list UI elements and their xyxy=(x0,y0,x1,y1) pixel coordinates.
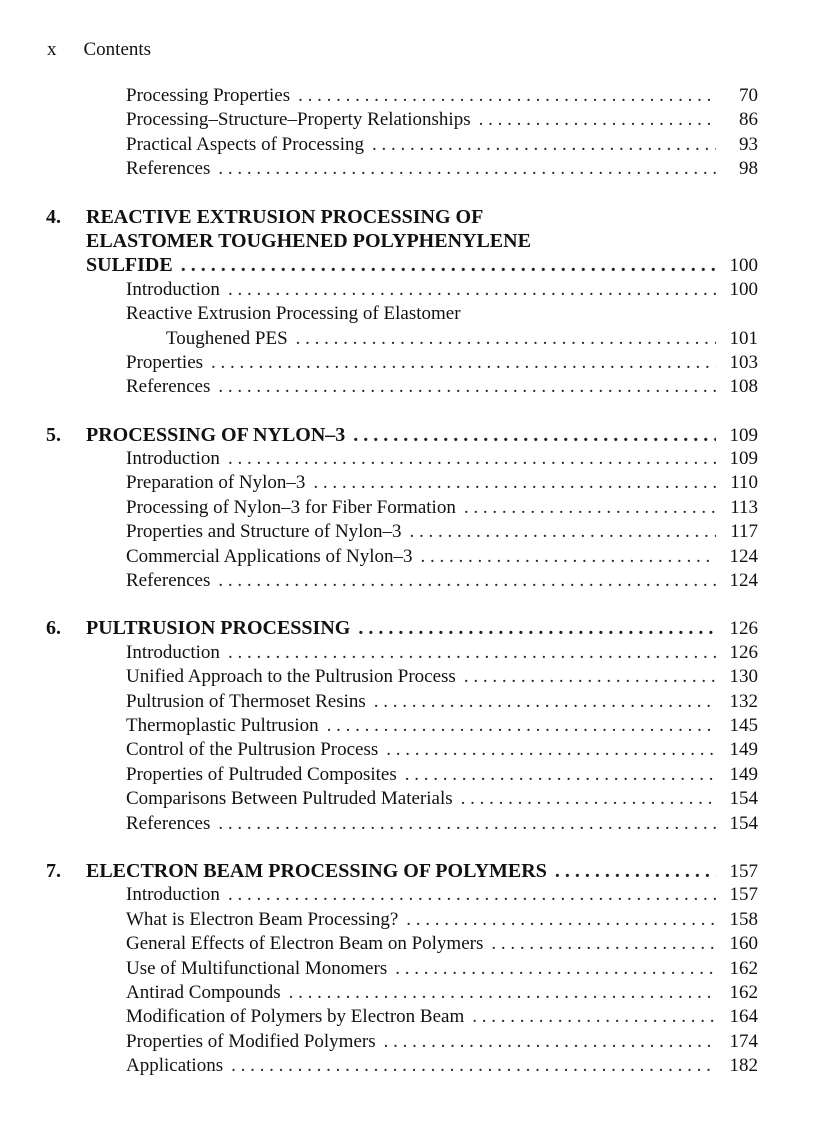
page-number: 86 xyxy=(739,109,758,131)
page-number: 154 xyxy=(729,812,758,834)
entry-title: PROCESSING OF NYLON–3 xyxy=(86,423,346,446)
dot-leader xyxy=(472,1005,716,1029)
dot-leader xyxy=(358,616,716,640)
section-entry xyxy=(46,641,758,665)
chapter-number: 4. xyxy=(46,205,61,228)
entry-title: Commercial Applications of Nylon–3 xyxy=(126,545,413,567)
chapter-entry xyxy=(46,205,758,229)
chapter-entry xyxy=(46,253,758,277)
page-number: 70 xyxy=(739,85,758,106)
entry-title: References xyxy=(126,812,211,834)
section-entry xyxy=(46,133,758,157)
page-number: 132 xyxy=(729,690,758,712)
dot-leader xyxy=(313,471,716,495)
page-number: 101 xyxy=(729,327,758,349)
entry-title: Unified Approach to the Pultrusion Process xyxy=(126,666,456,688)
page-number: 162 xyxy=(729,957,758,979)
section-spacer xyxy=(46,836,758,859)
section-spacer xyxy=(46,400,758,423)
section-entry xyxy=(46,690,758,714)
chapter-entry xyxy=(46,229,758,253)
dot-leader xyxy=(228,641,716,665)
section-entry xyxy=(46,1030,758,1054)
entry-title: Antirad Compounds xyxy=(126,981,281,1003)
dot-leader xyxy=(409,520,716,544)
dot-leader xyxy=(218,812,716,836)
dot-leader xyxy=(372,133,716,157)
page-number: 93 xyxy=(739,133,758,155)
chapter-entry xyxy=(46,616,758,640)
chapter-entry xyxy=(46,859,758,883)
dot-leader xyxy=(406,908,716,932)
entry-title: Practical Aspects of Processing xyxy=(126,133,364,155)
section-entry xyxy=(46,471,758,495)
dot-leader xyxy=(421,545,716,569)
table-of-contents xyxy=(46,84,758,1078)
running-header xyxy=(47,39,151,61)
section-entry xyxy=(46,883,758,907)
dot-leader xyxy=(296,327,716,351)
dot-leader xyxy=(555,859,716,883)
page-number: 130 xyxy=(729,666,758,688)
entry-title: Properties xyxy=(126,351,204,373)
page-number: 109 xyxy=(729,448,758,470)
section-entry xyxy=(46,714,758,738)
dot-leader xyxy=(491,932,716,956)
page-number: 126 xyxy=(729,618,758,640)
entry-title: Preparation of Nylon–3 xyxy=(126,472,306,494)
dot-leader xyxy=(327,714,716,738)
dot-leader xyxy=(181,253,716,277)
chapter-number: 5. xyxy=(46,423,61,446)
dot-leader xyxy=(353,423,716,447)
section-entry xyxy=(46,569,758,593)
dot-leader xyxy=(228,447,716,471)
page-number: 182 xyxy=(729,1055,758,1077)
page-number: 145 xyxy=(729,714,758,736)
page-number: 158 xyxy=(729,908,758,930)
page-number: 157 xyxy=(729,860,758,882)
running-title: Contents xyxy=(83,39,152,60)
entry-title: Introduction xyxy=(126,278,220,300)
section-entry xyxy=(46,157,758,181)
page-number: 113 xyxy=(730,496,758,518)
section-entry xyxy=(46,108,758,132)
entry-title: Modification of Polymers by Electron Beam xyxy=(126,1006,465,1028)
page-number: 124 xyxy=(729,545,758,567)
entry-title: Introduction xyxy=(126,641,220,663)
dot-leader xyxy=(464,665,716,689)
entry-title: ELECTRON BEAM PROCESSING OF POLYMERS xyxy=(86,859,547,882)
chapter-entry xyxy=(46,423,758,447)
entry-title: General Effects of Electron Beam on Polymers xyxy=(126,933,484,955)
dot-leader xyxy=(405,763,716,787)
section-entry xyxy=(46,665,758,689)
dot-leader xyxy=(289,981,716,1005)
entry-title: Pultrusion of Thermoset Resins xyxy=(126,690,366,712)
page-number: 109 xyxy=(729,424,758,446)
entry-title: Applications xyxy=(126,1055,224,1077)
page-number: 157 xyxy=(729,884,758,906)
section-spacer xyxy=(46,593,758,616)
entry-title: Introduction xyxy=(126,448,220,470)
page-number: 100 xyxy=(729,278,758,300)
dot-leader xyxy=(228,883,716,907)
dot-leader xyxy=(298,84,716,108)
dot-leader xyxy=(228,278,716,302)
section-entry xyxy=(46,1054,758,1078)
page-number: 160 xyxy=(729,933,758,955)
page-number: 149 xyxy=(729,763,758,785)
page-number: 110 xyxy=(730,472,758,494)
section-entry xyxy=(46,763,758,787)
entry-title: PULTRUSION PROCESSING xyxy=(86,617,351,640)
section-entry xyxy=(46,278,758,302)
page-number: 103 xyxy=(729,351,758,373)
entry-title: Introduction xyxy=(126,884,220,906)
section-entry xyxy=(46,327,758,351)
section-entry xyxy=(46,84,758,108)
section-entry xyxy=(46,812,758,836)
entry-title: SULFIDE xyxy=(86,254,173,277)
entry-title: Toughened PES xyxy=(166,327,288,349)
section-entry xyxy=(46,738,758,762)
dot-leader xyxy=(231,1054,716,1078)
entry-title: Reactive Extrusion Processing of Elastomer xyxy=(126,303,461,325)
section-entry xyxy=(46,545,758,569)
page-number: 126 xyxy=(729,641,758,663)
dot-leader xyxy=(218,157,716,181)
chapter-number: 6. xyxy=(46,617,61,640)
entry-title: Comparisons Between Pultruded Materials xyxy=(126,788,453,810)
entry-title: ELASTOMER TOUGHENED POLYPHENYLENE xyxy=(86,229,531,252)
entry-title: Use of Multifunctional Monomers xyxy=(126,957,388,979)
entry-title: References xyxy=(126,376,211,398)
page-number: 108 xyxy=(729,376,758,398)
section-entry xyxy=(46,302,758,326)
page-number: 149 xyxy=(729,739,758,761)
dot-leader xyxy=(211,351,716,375)
entry-title: Properties of Modified Polymers xyxy=(126,1030,376,1052)
dot-leader xyxy=(384,1030,716,1054)
section-entry xyxy=(46,957,758,981)
section-entry xyxy=(46,375,758,399)
dot-leader xyxy=(374,690,716,714)
page-number: 100 xyxy=(729,255,758,277)
page-number: 117 xyxy=(730,521,758,543)
entry-title: Processing of Nylon–3 for Fiber Formation xyxy=(126,496,456,518)
entry-title: References xyxy=(126,570,211,592)
section-entry xyxy=(46,520,758,544)
section-entry xyxy=(46,908,758,932)
page-number-label: x xyxy=(47,39,57,60)
page-number: 174 xyxy=(729,1030,758,1052)
entry-title: Properties of Pultruded Composites xyxy=(126,763,397,785)
section-entry xyxy=(46,932,758,956)
entry-title: References xyxy=(126,158,211,180)
entry-title: Thermoplastic Pultrusion xyxy=(126,714,319,736)
page-number: 98 xyxy=(739,158,758,180)
section-entry xyxy=(46,447,758,471)
dot-leader xyxy=(218,375,716,399)
dot-leader xyxy=(395,957,716,981)
section-entry xyxy=(46,787,758,811)
section-entry xyxy=(46,351,758,375)
entry-title: Processing–Structure–Property Relationships xyxy=(126,109,471,131)
entry-title: What is Electron Beam Processing? xyxy=(126,908,399,930)
section-entry xyxy=(46,1005,758,1029)
page-number: 164 xyxy=(729,1006,758,1028)
dot-leader xyxy=(218,569,716,593)
page-number: 124 xyxy=(729,570,758,592)
section-spacer xyxy=(46,182,758,205)
entry-title: REACTIVE EXTRUSION PROCESSING OF xyxy=(86,205,484,228)
section-entry xyxy=(46,496,758,520)
dot-leader xyxy=(386,738,716,762)
dot-leader xyxy=(464,496,716,520)
entry-title: Control of the Pultrusion Process xyxy=(126,739,379,761)
dot-leader xyxy=(461,787,716,811)
section-entry xyxy=(46,981,758,1005)
page-number: 154 xyxy=(729,788,758,810)
chapter-number: 7. xyxy=(46,859,61,882)
dot-leader xyxy=(479,108,716,132)
page-number: 162 xyxy=(729,981,758,1003)
entry-title: Processing Properties xyxy=(126,85,291,106)
entry-title: Properties and Structure of Nylon–3 xyxy=(126,521,402,543)
